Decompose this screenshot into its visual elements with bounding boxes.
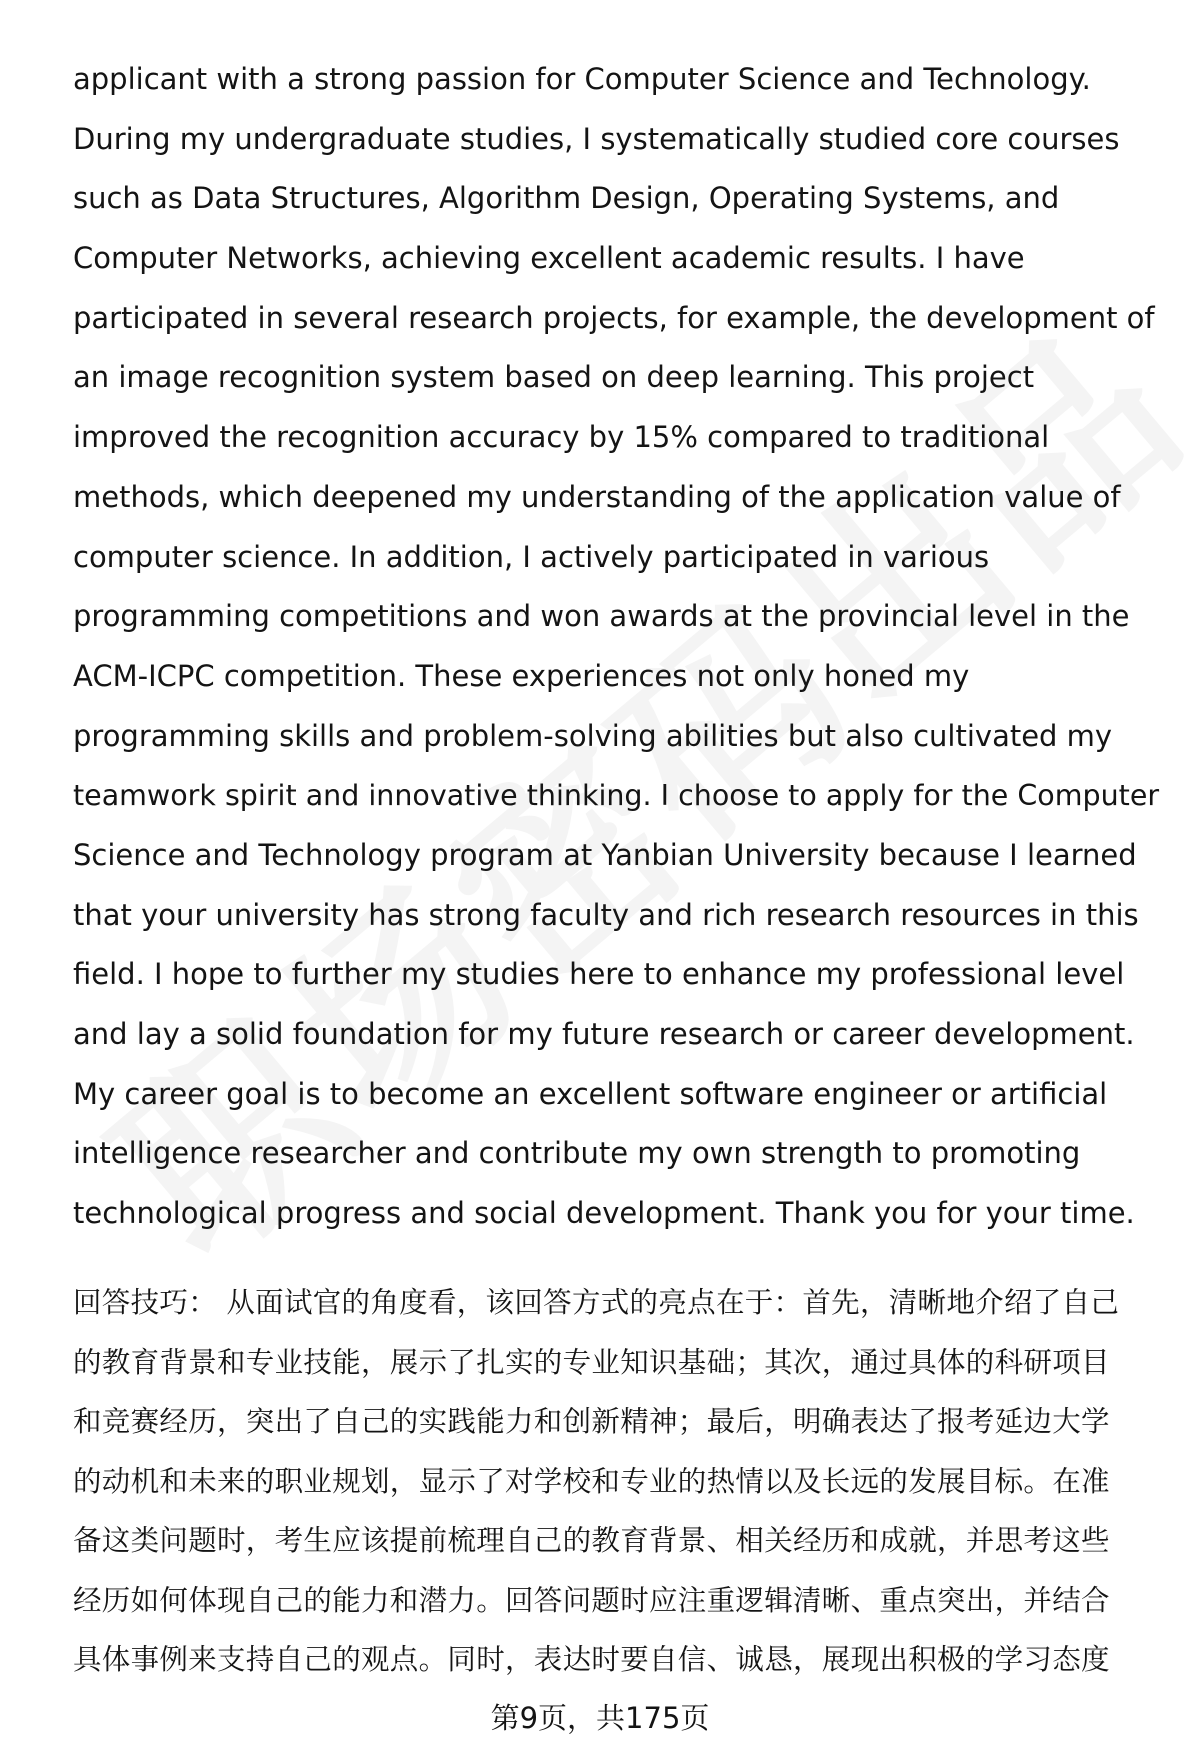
- text-line: Computer Networks, achieving excellent academic results. I have: [73, 241, 1025, 276]
- text-line: 的教育背景和专业技能，展示了扎实的专业知识基础；其次，通过具体的科研项目: [73, 1345, 1110, 1379]
- text-line: participated in several research projects, for example, the development of: [73, 300, 1155, 335]
- text-line: My career goal is to become an excellent software engineer or artificial: [73, 1076, 1108, 1111]
- text-line: 回答技巧： 从面试官的角度看，该回答方式的亮点在于：首先，清晰地介绍了自己: [73, 1286, 1120, 1319]
- text-line: an image recognition system based on deep learning. This project: [73, 360, 1035, 395]
- text-line: field. I hope to further my studies here to enhance my professional level: [73, 957, 1125, 992]
- text-line: that your university has strong faculty and rich research resources in this: [73, 897, 1139, 932]
- text-line: 经历如何体现自己的能力和潜力。回答问题时应注重逻辑清晰、重点突出，并结合: [73, 1583, 1110, 1617]
- text-line: 和竞赛经历，突出了自己的实践能力和创新精神；最后，明确表达了报考延边大学: [73, 1405, 1110, 1438]
- text-line: applicant with a strong passion for Computer Science and Technology.: [73, 62, 1091, 96]
- text-line: During my undergraduate studies, I systematically studied core courses: [73, 121, 1120, 156]
- text-line: such as Data Structures, Algorithm Design, Operating Systems, and: [73, 181, 1060, 216]
- text-line: improved the recognition accuracy by 15% compared to traditional: [73, 420, 1050, 455]
- english-answer-paragraph: [73, 50, 1173, 1244]
- text-line: intelligence researcher and contribute my own strength to promoting: [73, 1136, 1081, 1171]
- text-line: and lay a solid foundation for my future research or career development.: [73, 1017, 1135, 1051]
- page-number-footer: 第9页，共175页: [490, 1701, 710, 1735]
- text-line: programming skills and problem-solving abilities but also cultivated my: [73, 718, 1113, 753]
- text-line: technological progress and social development. Thank you for your time.: [73, 1196, 1135, 1231]
- answer-tips-paragraph: [73, 1273, 1153, 1690]
- text-line: computer science. In addition, I actively participated in various: [73, 539, 990, 574]
- text-line: 具体事例来支持自己的观点。同时，表达时要自信、诚恳，展现出积极的学习态度: [73, 1643, 1110, 1676]
- text-line: 的动机和未来的职业规划，显示了对学校和专业的热情以及长远的发展目标。在准: [73, 1464, 1110, 1498]
- text-line: ACM-ICPC competition. These experiences not only honed my: [73, 658, 970, 693]
- text-line: programming competitions and won awards at the provincial level in the: [73, 599, 1130, 634]
- text-line: 备这类问题时，考生应该提前梳理自己的教育背景、相关经历和成就，并思考这些: [73, 1524, 1110, 1557]
- text-line: Science and Technology program at Yanbian University because I learned: [73, 837, 1137, 872]
- text-line: teamwork spirit and innovative thinking. I choose to apply for the Computer: [73, 779, 1160, 813]
- text-line: methods, which deepened my understanding of the application value of: [73, 479, 1121, 514]
